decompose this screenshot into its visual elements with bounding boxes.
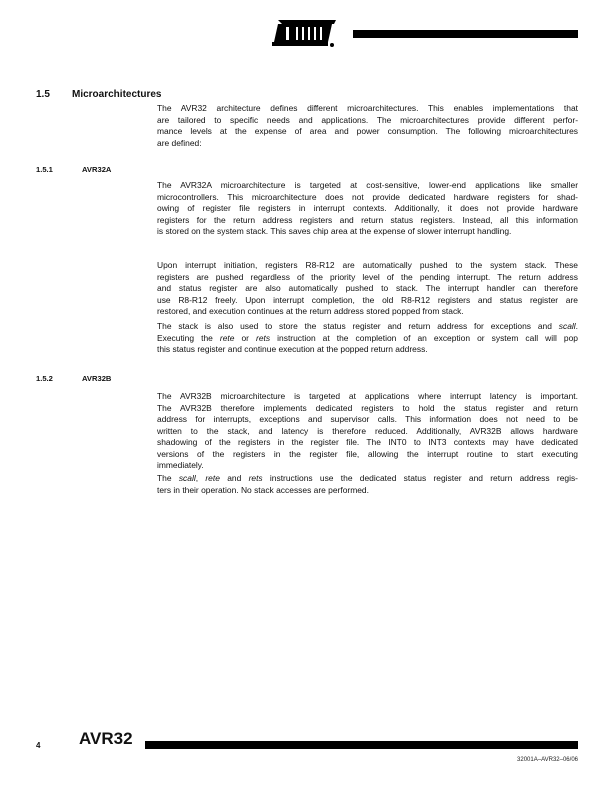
text-line: The stack is also used to store the status register and return address for exceptions and scall. [157, 321, 578, 331]
section-number: 1.5 [36, 89, 50, 100]
subsection-b-title: AVR32B [82, 374, 112, 383]
text-line: registers are pushed regardless of the priority level of the pending interrupt. The return address [157, 271, 578, 282]
footer-rule [145, 741, 578, 749]
text-line: is stored on the system stack. This saves chip area at the expense of slower interrupt handling. [157, 226, 512, 236]
text-line: use R8-R12 freely. Upon interrupt completion, the old R8-R12 registers and status register are [157, 294, 578, 305]
avr32a-paragraph-3 [157, 321, 578, 356]
text-line: The AVR32B microarchitecture is targeted at applications where interrupt latency is important. [157, 391, 578, 401]
text-line: are defined: [157, 137, 202, 148]
text-line: this status register and continue execution at the popped return address. [157, 344, 428, 354]
text-line: and status register are also automatically pushed to stack. The interrupt handler can therefore [157, 283, 578, 293]
avr32a-paragraph-1 [157, 180, 578, 238]
page-number: 4 [36, 741, 41, 750]
text-line: mance levels at the expense of area and power consumption. The following microarchitectures [157, 126, 578, 136]
text-line: address for interrupts, exceptions and supervisor calls. This information does not need to be [157, 414, 578, 424]
avr32a-paragraph-2 [157, 260, 578, 318]
text-line: written to the stack, and latency is therefore reduced. Additionally, AVR32B allows hardware [157, 425, 578, 436]
text-line: Upon interrupt initiation, registers R8-R12 are automatically pushed to the system stack. These [157, 260, 578, 270]
text-line: immediately. [157, 460, 204, 470]
text-line: shadowing of the registers in the register file. The INT0 to INT3 contexts may have dedicated [157, 437, 578, 447]
section-title: Microarchitectures [72, 89, 162, 100]
text-line: versions of the registers in the register file, allowing the interrupt routine to start executing [157, 448, 578, 459]
text-line: The AVR32A microarchitecture is targeted at cost-sensitive, lower-end applications like smaller [157, 180, 578, 190]
avr32b-paragraph-2 [157, 473, 578, 496]
watermark: 维库电子市场网 [178, 366, 346, 390]
text-line: The AVR32B therefore implements dedicated registers to hold the status register and return [157, 402, 578, 413]
text-line: The scall, rete and rets instructions use the dedicated status register and return address regis- [157, 473, 578, 483]
text-line: are tailored to specific needs and applications. The microarchitectures provide different perfor- [157, 114, 578, 125]
footer-title: AVR32 [79, 729, 133, 748]
text-line: restored, and execution continues at the return address stored popped from stack. [157, 306, 464, 316]
subsection-a-title: AVR32A [82, 165, 112, 174]
subsection-b-number: 1.5.2 [36, 374, 53, 383]
subsection-a-number: 1.5.1 [36, 165, 53, 174]
document-id: 32001A–AVR32–06/06 [517, 757, 578, 763]
text-line: Executing the rete or rets instruction at the completion of an exception or system call will pop [157, 332, 578, 343]
text-line: microcontrollers. This microarchitecture does not provide dedicated hardware registers for shad- [157, 191, 578, 202]
text-line: registers for the return address registers and return status registers. Instead, all this information [157, 214, 578, 225]
atmel-logo [272, 18, 338, 48]
header-rule [353, 30, 578, 38]
section-intro [157, 103, 578, 149]
text-line: ters in their operation. No stack accesses are performed. [157, 484, 369, 495]
text-line: owing of register file registers in interrupt contexts. Additionally, it does not provide hardware [157, 203, 578, 213]
text-line: The AVR32 architecture defines different microarchitectures. This enables implementations that [157, 103, 578, 113]
avr32b-paragraph-1 [157, 391, 578, 472]
